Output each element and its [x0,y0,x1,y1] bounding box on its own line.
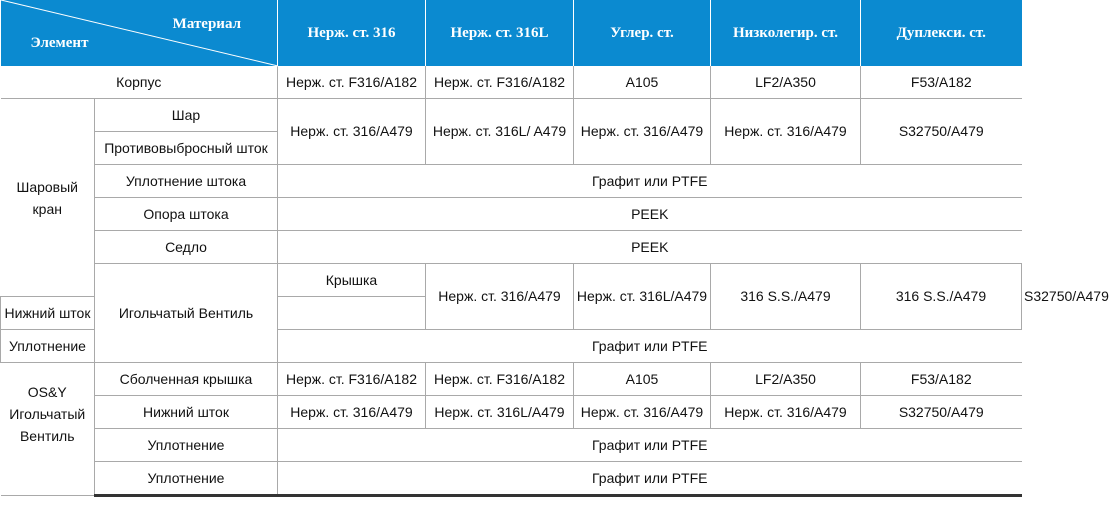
group-label-ball-valve: Шаровый кран [1,99,95,297]
group-label-needle-valve: Игольчатый Вентиль [95,264,278,363]
corner-header-cell [1,0,278,66]
cell-bolted-bonnet-duplex: F53/A182 [861,363,1022,396]
cell-seat-all: PEEK [278,231,1022,264]
row-label-stem-support: Опора штока [95,198,278,231]
cell-ball-carbon: Нерж. ст. 316/A479 [574,99,711,165]
cell-ball-ss316l: Нерж. ст. 316L/ A479 [426,99,574,165]
column-header-ss316: Нерж. ст. 316 [278,0,426,66]
row-label-needle-lower-stem: Нижний шток [1,297,95,330]
cell-bolted-bonnet-ss316l: Нерж. ст. F316/A182 [426,363,574,396]
cell-osy-lower-stem-low-alloy: Нерж. ст. 316/A479 [711,396,861,429]
table-row-seat [1,231,1022,264]
cell-osy-seal-2-all: Графит или PTFE [278,462,1022,496]
cell-osy-lower-stem-ss316: Нерж. ст. 316/A479 [278,396,426,429]
row-label-osy-seal-1: Уплотнение [95,429,278,462]
row-label-stem-seal: Уплотнение штока [95,165,278,198]
cell-osy-lower-stem-carbon: Нерж. ст. 316/A479 [574,396,711,429]
cell-body-low-alloy: LF2/A350 [711,66,861,99]
row-label-blowout-stem: Противовыбросный шток [95,132,278,165]
cell-stem-seal-all: Графит или PTFE [278,165,1022,198]
cell-needle-seal-all: Графит или PTFE [278,330,1022,363]
table-row-stem-seal [1,165,1022,198]
cell-needle-ss316l: Нерж. ст. 316L/A479 [574,264,711,330]
column-header-low-alloy-steel: Низколегир. ст. [711,0,861,66]
cell-needle-carbon: 316 S.S./A479 [711,264,861,330]
row-label-needle-seal: Уплотнение [1,330,95,363]
row-label-bonnet: Крышка [278,264,426,297]
row-label-ball: Шар [95,99,278,132]
cell-body-duplex: F53/A182 [861,66,1022,99]
cell-needle-ss316: Нерж. ст. 316/A479 [426,264,574,330]
cell-bolted-bonnet-low-alloy: LF2/A350 [711,363,861,396]
table-row-bonnet: Игольчатый Вентиль Крышка Нерж. ст. 316/A479 Нерж. ст. 316L/A479 316 S.S./A479 316 S.S./A479 S32750/A479 [1,264,1022,297]
cell-needle-low-alloy: 316 S.S./A479 [861,264,1022,330]
column-header-carbon-steel: Углер. ст. [574,0,711,66]
table-row-ball [1,99,1022,132]
row-label-osy-seal-2: Уплотнение [95,462,278,496]
cell-stem-support-all: PEEK [278,198,1022,231]
cell-ball-duplex: S32750/A479 [861,99,1022,165]
cell-ball-low-alloy: Нерж. ст. 316/A479 [711,99,861,165]
table-row-stem-support [1,198,1022,231]
diagonal-divider [1,0,278,66]
corner-material-label: Материал [172,16,241,32]
row-label-seat: Седло [95,231,278,264]
row-label-body: Корпус [1,66,278,99]
cell-body-ss316: Нерж. ст. F316/A182 [278,66,426,99]
cell-bolted-bonnet-carbon: A105 [574,363,711,396]
cell-body-carbon: A105 [574,66,711,99]
cell-body-ss316l: Нерж. ст. F316/A182 [426,66,574,99]
table-row-osy-seal-2 [1,462,1022,496]
cell-osy-seal-1-all: Графит или PTFE [278,429,1022,462]
row-label-bolted-bonnet: Сболченная крышка [95,363,278,396]
cell-osy-lower-stem-duplex: S32750/A479 [861,396,1022,429]
cell-ball-ss316: Нерж. ст. 316/A479 [278,99,426,165]
cell-bolted-bonnet-ss316: Нерж. ст. F316/A182 [278,363,426,396]
cell-osy-lower-stem-ss316l: Нерж. ст. 316L/A479 [426,396,574,429]
header-row [1,0,1022,66]
corner-element-label: Элемент [30,35,89,51]
column-header-duplex-steel: Дуплекси. ст. [861,0,1022,66]
group-label-osy-needle-valve: OS&Y Игольчатый Вентиль [1,363,95,496]
table-row-bolted-bonnet [1,363,1022,396]
column-header-ss316l: Нерж. ст. 316L [426,0,574,66]
table-row-body [1,66,1022,99]
table-row-osy-lower-stem [1,396,1022,429]
row-label-osy-lower-stem: Нижний шток [95,396,278,429]
table-row-osy-seal-1 [1,429,1022,462]
